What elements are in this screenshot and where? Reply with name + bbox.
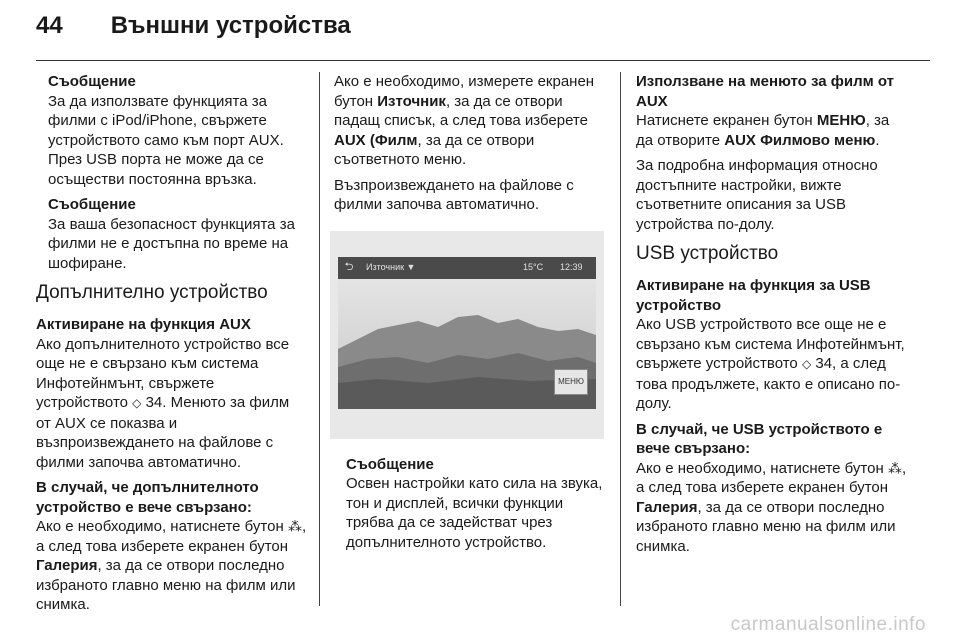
column-divider-1 (319, 72, 320, 606)
column-3 (636, 72, 908, 562)
section-heading-usb: USB устройство (636, 243, 779, 264)
paragraph-already-connected: Ако е необходимо, натиснете бутон ⁂, а след това изберете екранен бутон Галерия, за да се отвори последно избраното главно меню на филм или снимка. (36, 518, 307, 613)
back-icon[interactable]: ⮌ (344, 260, 354, 273)
note-text: Освен настройки като сила на звука, тон и дисплей, всички функции трябва да се задействат чрез допълнителното устройство. (346, 475, 603, 551)
note-safety (36, 195, 308, 273)
infotainment-screen (338, 257, 596, 409)
gallery-label: Галерия (36, 557, 98, 574)
note-ipod (36, 72, 308, 189)
column-2 (334, 72, 606, 552)
sub-heading-already-connected: В случай, че допълнителното устройство е вече свързано: (36, 479, 259, 516)
sub-heading-usb-connected: В случай, че USB устройството е вече свързано: (636, 420, 883, 457)
favourites-icon: ⁂ (287, 518, 302, 534)
paragraph-autoplay: Възпроизвеждането на файлове с филми започва автоматично. (334, 176, 574, 213)
page-title: Външни устройства (110, 12, 351, 39)
paragraph-activate-aux: Ако допълнителното устройство все още не е свързано към система Инфотейнмънт, свържете устройството ◇ 34. Менюто за филм от AUX се показва и възпроизвеждането на файлове с филми започва автоматично. (36, 335, 290, 471)
menu-label: МЕНЮ (816, 112, 866, 129)
clock-readout: 12:39 (560, 261, 583, 272)
page-ref-icon: ◇ (801, 357, 812, 371)
favourites-icon: ⁂ (887, 459, 902, 476)
page-number: 44 (36, 12, 63, 39)
screenshot-figure (330, 231, 604, 439)
page-ref-icon: ◇ (132, 396, 142, 410)
aux-movie-label: AUX (Филм (334, 131, 418, 149)
paragraph-details: За подробна информация относно достъпните настройки, вижте съответните описания за USB устройства по-долу. (636, 157, 878, 233)
sub-heading-activate-usb: Активиране на функция за USB устройство (636, 277, 871, 314)
source-label: Източник (377, 92, 446, 110)
watermark: carmanualsonline.info (730, 614, 926, 635)
paragraph-source: Ако е необходимо, измерете екранен бутон Източник, за да се отвори падащ списък, а след това изберете AUX (Филм, за да се отвори съответното меню. (334, 73, 595, 168)
header-rule (36, 60, 930, 61)
note-title: Съобщение (48, 73, 136, 90)
sub-heading-aux-menu: Използване на менюто за филм от AUX (636, 73, 895, 110)
note-text: За ваша безопасност функцията за филми не е достъпна по време на шофиране. (48, 215, 295, 272)
aux-movie-menu-label: AUX Филмово меню (724, 131, 876, 149)
source-dropdown[interactable]: Източник ▼ (366, 261, 416, 272)
column-1 (36, 72, 308, 621)
section-heading-aux: Допълнително устройство (36, 282, 268, 303)
page-header (36, 12, 351, 52)
gallery-label: Галерия (636, 498, 698, 516)
sub-heading-activate-aux: Активиране на функция AUX (36, 316, 251, 333)
temperature-readout: 15°C (523, 261, 544, 272)
menu-button[interactable]: МЕНЮ (554, 369, 588, 395)
paragraph-aux-menu: Натиснете екранен бутон МЕНЮ, за да отворите AUX Филмово меню. (636, 112, 890, 149)
note-title: Съобщение (346, 455, 434, 473)
note-text: За да използвате функцията за филми с iPod/iPhone, свържете устройството само към порт AUX. През USB порта не може да се осъществи постоянна връзка. (48, 92, 284, 188)
note-functions (334, 455, 606, 553)
column-divider-2 (620, 72, 621, 606)
paragraph-activate-usb: Ако USB устройството все още не е свързано към система Инфотейнмънт, свържете устройството ◇ 34, а след това продължете, както е описано по-долу. (636, 316, 905, 412)
paragraph-usb-connected: Ако е необходимо, натиснете бутон ⁂, а след това изберете екранен бутон Галерия, за да се отвори последно избраното главно меню на филм или снимка. (636, 459, 907, 555)
screen-status-bar (338, 257, 596, 279)
note-title: Съобщение (48, 196, 136, 213)
